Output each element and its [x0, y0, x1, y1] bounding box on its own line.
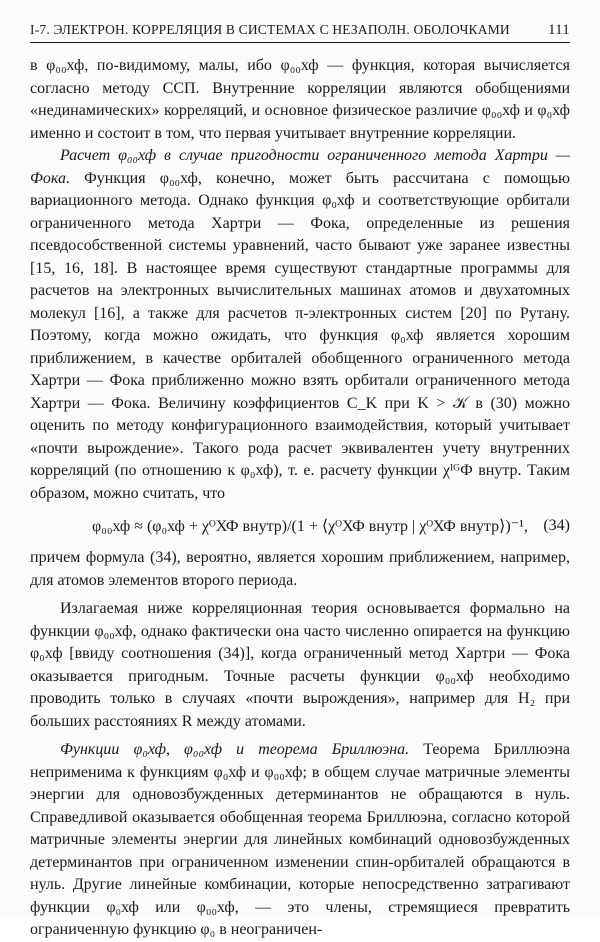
equation-34-number: (34) — [543, 517, 570, 534]
paragraph-3: причем формула (34), вероятно, является хорошим приближением, например, для атомов элементов второго периода. — [30, 549, 570, 589]
equation-34 — [30, 507, 570, 545]
paragraph-1: в φ₀₀хф, по-видимому, малы, ибо φ₀₀хф — функция, которая вычисляется согласно методу ССП. Внутренние корреляции являются обобщениями «нединамических» корреляций, и основное физическое различие φ₀₀хф и φ₀хф именно и состоит в том, что первая учитывает внутренние корреляции. — [30, 57, 570, 142]
paragraph-5 — [30, 739, 570, 942]
paragraph-2-italic-lead: Расчет φ₀₀хф в случае пригодности ограниченного метода Хартри — Фока. — [30, 147, 570, 187]
page-number: 111 — [548, 22, 570, 38]
paragraph-5-text: Теорема Бриллюэна неприменима к функциям φ₀хф и φ₀₀хф; в общем случае матричные элементы энергии для одновозбужденных детерминантов не обращаются в нуль. Справедливой оказывается обобщенная теорема Бриллюэна, согласно которой матричные элементы энергии для линейных комбинаций одновозбужденных детерминантов при ограниченном изменении спин-орбиталей обращаются в нуль. Другие линейные комбинации, которые непосредственно затрагивают функции φ₀хф или φ₀₀хф, — это члены, стремящиеся превратить ограниченную функцию φ₀ в неограничен- — [30, 741, 571, 938]
equation-34-expression: φ₀₀хф ≈ (φ₀хф + χᴼХФ внутр)/(1 + ⟨χᴼХФ внутр | χᴼХФ внутр⟩)⁻¹, — [92, 518, 528, 535]
paragraph-2-text: Функция φ₀₀хф, конечно, может быть рассчитана с помощью вариационного метода. Однако функция φ₀хф и соответствующие орбитали ограниченного метода Хартри — Фока, определенные из решения псевдособственной системы уравнений, часто бывают уже заранее известны [15, 16, 18]. В настоящее время существуют стандартные программы для расчетов на электронных вычислительных машинах атомов и двухатомных молекул [16], а также для расчетов π-электронных систем [20] по Рутану. Поэтому, когда можно ожидать, что функция φ₀хф является хорошим приближением, в качестве орбиталей обобщенного ограниченного метода Хартри — Фока приближенно можно взять орбитали ограниченного метода Хартри — Фока. Величину коэффициентов C_K при K > 𝒦 в (30) можно оценить по методу конфигурационного взаимодействия, который учитывает «почти вырождение». Такого рода расчет эквивалентен учету внутренних корреляций (по отношению к φ₀хф), т. е. расчету функции χᴵᴳФ внутр. Таким образом, можно считать, что — [30, 169, 570, 502]
paragraph-2 — [30, 145, 570, 505]
running-head-title: I-7. ЭЛЕКТРОН. КОРРЕЛЯЦИЯ В СИСТЕМАХ С НЕЗАПОЛН. ОБОЛОЧКАМИ — [30, 22, 510, 37]
paragraph-4: Излагаемая ниже корреляционная теория основывается формально на функции φ₀₀хф, однако фактически она часто численно опирается на функцию φ₀хф [ввиду соотношения (34)], когда ограниченный метод Хартри — Фока оказывается пригодным. Точные расчеты функции φ₀₀хф необходимо проводить только в случаях «почти вырождения», например для H₂ при больших расстояниях R между атомами. — [30, 600, 570, 730]
paragraph-5-italic-lead: Функции φ₀хф, φ₀₀хф и теорема Бриллюэна. — [60, 741, 410, 758]
running-header — [30, 22, 570, 43]
